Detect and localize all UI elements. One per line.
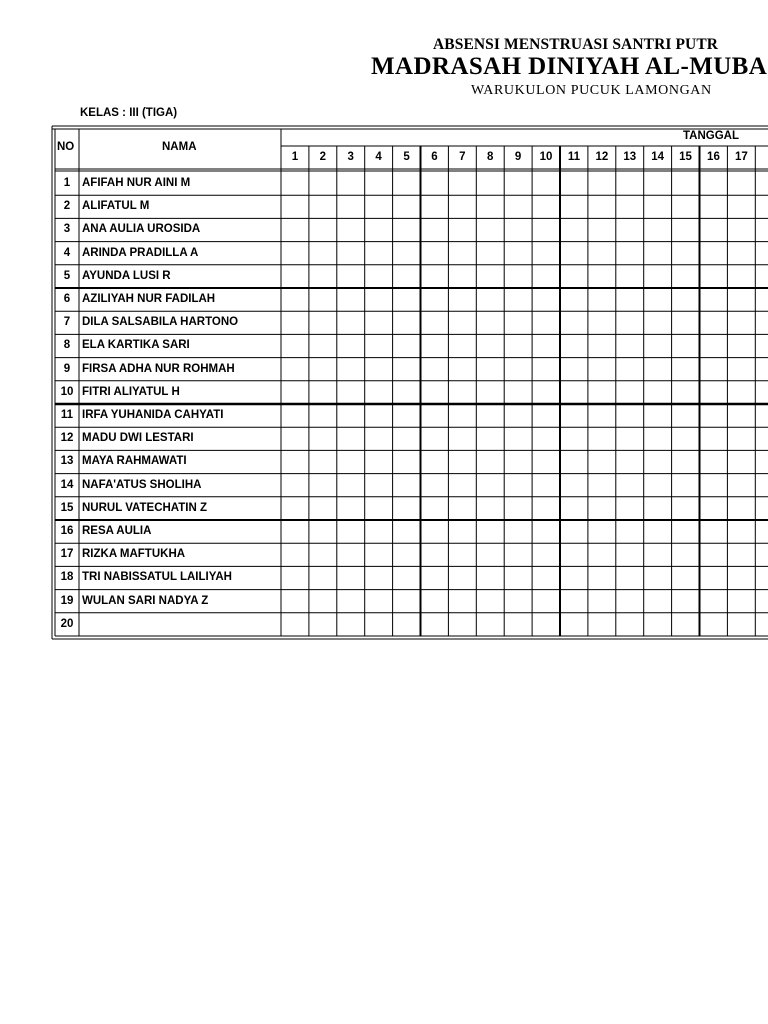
student-name: AYUNDA LUSI R	[82, 269, 171, 282]
day-header-1: 1	[291, 151, 299, 163]
row-number: 20	[60, 617, 74, 630]
student-name: AFIFAH NUR AINI M	[82, 177, 191, 189]
day-header-16: 16	[707, 151, 720, 163]
day-header-10: 10	[539, 151, 553, 163]
day-header-12: 12	[595, 151, 609, 163]
row-number: 3	[63, 223, 71, 236]
row-number: 13	[60, 455, 74, 468]
student-name: RIZKA MAFTUKHA	[82, 548, 186, 561]
student-name: MAYA RAHMAWATI	[82, 455, 187, 468]
row-number: 7	[63, 316, 71, 329]
row-number: 10	[60, 385, 74, 398]
header-nama: NAMA	[162, 141, 197, 153]
day-header-14: 14	[651, 151, 665, 163]
student-name: DILA SALSABILA HARTONO	[82, 316, 239, 329]
row-number: 1	[63, 177, 71, 189]
title-line-2: MADRASAH DINIYAH AL-MUBA	[371, 53, 768, 80]
day-header-4: 4	[375, 151, 382, 163]
day-header-17: 17	[734, 151, 748, 163]
day-header-13: 13	[623, 151, 637, 163]
row-number: 18	[60, 571, 74, 584]
student-name: ELA KARTIKA SARI	[82, 339, 190, 352]
row-number: 9	[63, 362, 71, 375]
row-number: 14	[60, 478, 74, 491]
header-tanggal: TANGGAL	[683, 130, 740, 142]
day-header-15: 15	[679, 151, 692, 163]
title-line-1: ABSENSI MENSTRUASI SANTRI PUTR	[433, 36, 719, 53]
day-header-6: 6	[431, 151, 438, 163]
student-name: FIRSA ADHA NUR ROHMAH	[82, 362, 235, 375]
row-number: 4	[63, 246, 71, 259]
student-name: MADU DWI LESTARI	[82, 432, 194, 445]
student-name: IRFA YUHANIDA CAHYATI	[82, 409, 224, 421]
day-header-9: 9	[514, 151, 522, 163]
student-name: RESA AULIA	[82, 525, 152, 537]
day-header-2: 2	[319, 151, 327, 163]
row-number: 11	[60, 409, 74, 421]
student-name: NURUL VATECHATIN Z	[82, 501, 208, 514]
row-number: 6	[63, 293, 71, 305]
student-name: ALIFATUL M	[82, 200, 150, 213]
day-header-5: 5	[403, 151, 410, 163]
title-line-3: WARUKULON PUCUK LAMONGAN	[471, 83, 712, 98]
student-name: ANA AULIA UROSIDA	[82, 223, 201, 236]
row-number: 16	[60, 525, 74, 537]
day-header-3: 3	[347, 151, 354, 163]
student-name: AZILIYAH NUR FADILAH	[82, 293, 216, 305]
day-header-7: 7	[459, 151, 466, 163]
day-header-11: 11	[567, 151, 581, 163]
row-number: 8	[63, 339, 71, 352]
row-number: 2	[63, 200, 71, 213]
row-number: 12	[60, 432, 74, 445]
student-name: FITRI ALIYATUL H	[82, 385, 180, 398]
header-no: NO	[57, 141, 75, 153]
row-number: 19	[60, 594, 74, 607]
student-name: WULAN SARI NADYA Z	[82, 594, 209, 607]
student-name: ARINDA PRADILLA A	[82, 246, 199, 259]
row-number: 17	[60, 548, 74, 561]
kelas-label: KELAS : III (TIGA)	[80, 107, 178, 119]
student-name: TRI NABISSATUL LAILIYAH	[82, 571, 232, 584]
row-number: 5	[63, 269, 71, 282]
day-header-8: 8	[487, 151, 494, 163]
row-number: 15	[60, 501, 74, 514]
student-name: NAFA'ATUS SHOLIHA	[82, 478, 202, 491]
